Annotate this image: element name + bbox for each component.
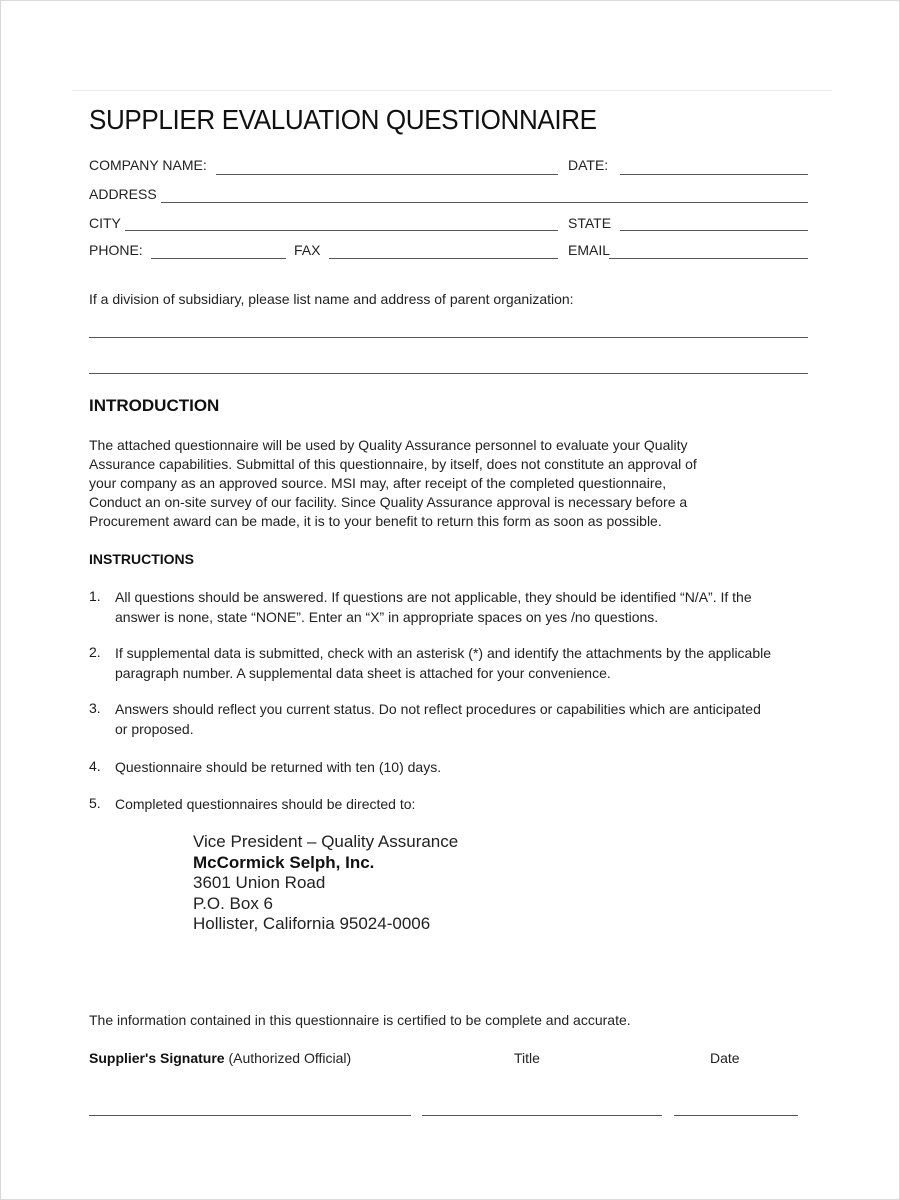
instruction-number: 1. — [89, 588, 101, 604]
address-company: McCormick Selph, Inc. — [193, 852, 375, 872]
parent-org-field-line-2[interactable] — [89, 373, 808, 374]
address-field[interactable] — [161, 202, 808, 203]
introduction-heading: INTRODUCTION — [89, 396, 220, 415]
signature-label-rest: (Authorized Official) — [224, 1050, 352, 1066]
instruction-line: All questions should be answered. If questions are not applicable, they should be identified “N/A”. If the — [115, 589, 752, 605]
intro-line: Procurement award can be made, it is to your benefit to return this form as soon as possible. — [89, 513, 662, 529]
address-label: ADDRESS — [89, 186, 157, 202]
fax-field[interactable] — [329, 258, 558, 259]
address-city-state-zip: Hollister, California 95024-0006 — [193, 914, 431, 933]
instruction-line: answer is none, state “NONE”. Enter an “X” in appropriate spaces on yes /no questions. — [115, 609, 659, 625]
instruction-number: 2. — [89, 644, 101, 660]
city-label: CITY — [89, 215, 121, 231]
address-recipient: Vice President – Quality Assurance — [193, 832, 459, 851]
company-name-label: COMPANY NAME: — [89, 157, 207, 173]
certification-statement: The information contained in this questionnaire is certified to be complete and accurate. — [89, 1012, 631, 1028]
instruction-line: paragraph number. A supplemental data sheet is attached for your convenience. — [115, 665, 611, 681]
state-label: STATE — [568, 215, 612, 231]
mailing-address — [193, 832, 458, 935]
instruction-line: Completed questionnaires should be directed to: — [115, 796, 416, 812]
instruction-number: 3. — [89, 700, 101, 716]
instruction-item-4 — [115, 757, 805, 777]
instruction-item-5 — [115, 794, 805, 814]
phone-field[interactable] — [151, 258, 286, 259]
title-label: Title — [514, 1050, 540, 1066]
state-field[interactable] — [620, 230, 808, 231]
address-po-box: P.O. Box 6 — [193, 893, 274, 913]
email-label: EMAIL — [568, 242, 611, 258]
instruction-number: 5. — [89, 795, 101, 811]
date-label: DATE: — [568, 157, 609, 173]
introduction-paragraph — [89, 436, 789, 531]
instruction-item-2 — [115, 643, 805, 683]
intro-line: your company as an approved source. MSI may, after receipt of the completed questionnaire, — [89, 475, 667, 491]
intro-line: Conduct an on-site survey of our facility. Since Quality Assurance approval is necessary before a — [89, 494, 688, 510]
instructions-heading: INSTRUCTIONS — [89, 551, 194, 567]
parent-org-prompt: If a division of subsidiary, please list name and address of parent organization: — [89, 291, 574, 307]
instruction-line: Answers should reflect you current status. Do not reflect procedures or capabilities which are anticipated — [115, 701, 761, 717]
top-divider — [72, 90, 832, 91]
date-signature-label: Date — [710, 1050, 740, 1066]
date-field[interactable] — [620, 174, 808, 175]
parent-org-field-line-1[interactable] — [89, 337, 808, 338]
email-field[interactable] — [609, 258, 808, 259]
fax-label: FAX — [294, 242, 321, 258]
company-name-field[interactable] — [216, 174, 558, 175]
signature-label — [89, 1050, 351, 1066]
intro-line: Assurance capabilities. Submittal of this questionnaire, by itself, does not constitute an approval of — [89, 456, 697, 472]
instruction-line: or proposed. — [115, 721, 194, 737]
signature-date-field[interactable] — [674, 1115, 798, 1116]
instruction-item-1 — [115, 587, 805, 627]
instruction-number: 4. — [89, 758, 101, 774]
title-field[interactable] — [422, 1115, 662, 1116]
signature-label-bold: Supplier's Signature — [89, 1050, 225, 1066]
document-title: SUPPLIER EVALUATION QUESTIONNAIRE — [89, 104, 597, 135]
intro-line: The attached questionnaire will be used by Quality Assurance personnel to evaluate your Quality — [89, 437, 688, 453]
instruction-item-3 — [115, 699, 805, 739]
address-street: 3601 Union Road — [193, 873, 326, 892]
instruction-line: If supplemental data is submitted, check with an asterisk (*) and identify the attachments by the applicable — [115, 645, 772, 661]
city-field[interactable] — [125, 230, 558, 231]
instruction-line: Questionnaire should be returned with ten (10) days. — [115, 759, 442, 775]
signature-field[interactable] — [89, 1115, 411, 1116]
phone-label: PHONE: — [89, 242, 143, 258]
